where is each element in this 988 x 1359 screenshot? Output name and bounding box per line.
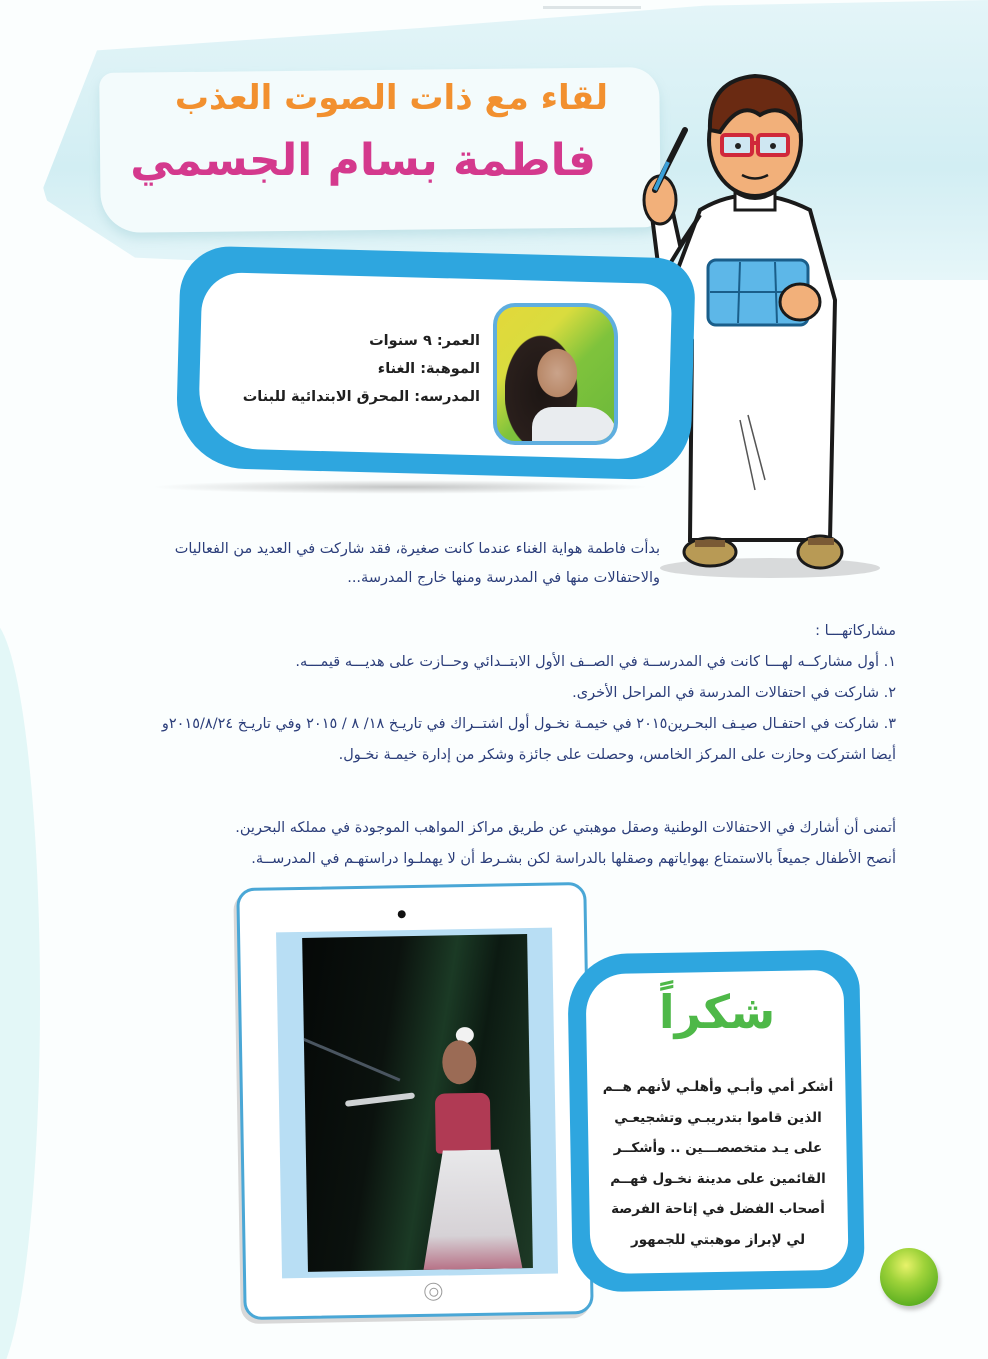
profile-info (220, 327, 480, 411)
page-title: فاطمة بسام الجسمي (130, 135, 596, 186)
tablet-screen (276, 928, 558, 1279)
wish-line: أتمنى أن أشارك في الاحتفالات الوطنية وصقل موهبتي عن طريق مراكز المواهب الموجودة في مملكه البحرين. (235, 820, 896, 836)
mic-stand (302, 1036, 400, 1082)
profile-card-shadow (150, 480, 650, 494)
stage-performance-photo (302, 934, 533, 1272)
intro-paragraph: بدأت فاطمة هواية الغناء عندما كانت صغيرة، فقد شاركت في العديد من الفعاليات والاحتفالات منها في المدرسة ومنها خارج المدرسة... (174, 541, 660, 586)
profile-age: العمر: ٩ سنوات (369, 333, 480, 349)
profile-school: المدرسه: المحرق الابتدائية للبنات (242, 389, 480, 405)
green-bubble-icon (880, 1248, 938, 1306)
singer-dress (435, 1093, 491, 1154)
microphone (345, 1092, 415, 1106)
thanks-line: القائمين على مدينة نخـول فهــم (610, 1170, 826, 1187)
profile-talent: الموهبة: الغناء (377, 361, 480, 377)
wishes-section (156, 813, 896, 875)
participation-item: ٣. شاركت في احتفـال صيـف البحـرين٢٠١٥ في خيمـة نخـول أول اشتــراك في تاريـخ ١٨/ ٨ / ٢٠١٥ وفي تاريـخ ٢٠١٥/٨/٢٤و أيضا اشتركت وحازت على المركز الخامس، وحصلت على جائزة وشكر من إدارة خيمـة نخـول. (161, 716, 896, 763)
girl-shirt (532, 407, 617, 445)
singer-skirt (421, 1149, 523, 1272)
thanks-line: أصحاب الفضل في إتاحة الفرصة (611, 1201, 825, 1217)
thanks-line: أشكر أمي وأبـي وأهلـي لأنهم هــم (602, 1079, 834, 1095)
participations-heading: مشاركاتهـــا : (815, 623, 896, 639)
thanks-title: شكراً (658, 985, 776, 1039)
participations-section (156, 616, 896, 771)
top-decoration (543, 6, 641, 9)
tablet-camera-icon (398, 910, 406, 918)
tablet-frame (236, 882, 593, 1320)
profile-photo (493, 303, 618, 445)
tablet-home-button-icon (424, 1283, 442, 1301)
participation-item: ١. أول مشاركــه لهـــا كانت في المدرســة في الصــف الأول الابتــدائي وحــازت على هديـــه قيمـــه. (295, 654, 896, 670)
thanks-line: لي لإبراز موهبتي للجمهور (630, 1231, 806, 1248)
page-subtitle: لقاء مع ذات الصوت العذب (174, 78, 608, 118)
advice-line: أنصح الأطفال جميعاً بالاستمتاع بهواياتهم وصقلها بالدراسة لكن بشـرط أن لا يهملـوا دراستهـم في المدرســة. (251, 851, 896, 867)
thanks-body (590, 1072, 846, 1255)
participation-item: ٢. شاركت في احتفالات المدرسة في المراحل الأخرى. (572, 685, 896, 701)
background-swoosh-left (0, 620, 40, 1359)
thanks-line: على يـد متخصصـــين .. وأشكــر (613, 1140, 823, 1156)
singer-head (442, 1040, 477, 1085)
thanks-line: الذين قاموا بتدريبـي وتشجيعـي (614, 1109, 822, 1126)
